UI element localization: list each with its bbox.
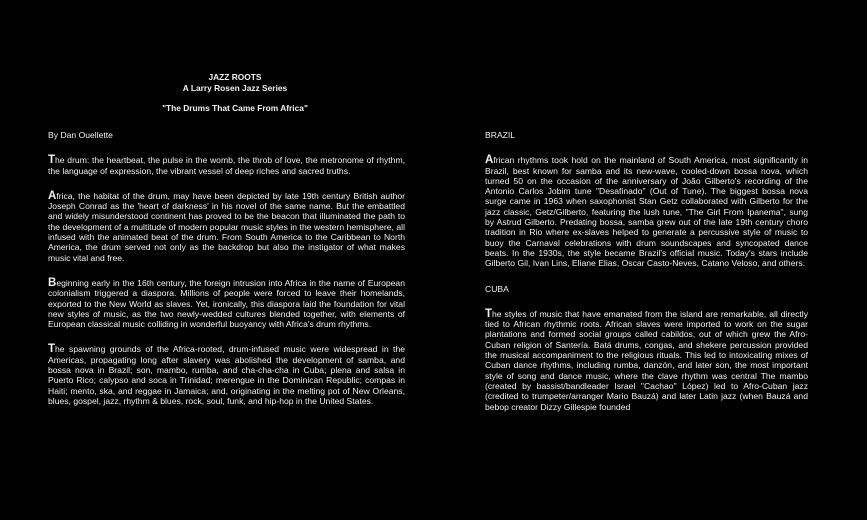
- dropcap: B: [48, 276, 57, 289]
- section-heading-cuba: CUBA: [485, 283, 509, 294]
- series-subtitle: A Larry Rosen Jazz Series: [182, 83, 288, 93]
- dropcap: T: [48, 154, 56, 167]
- header-spacer: [45, 94, 425, 103]
- paragraph-text: frica, the habitat of the drum, may have been depicted by late 19th century British author Joseph Conrad as the 'heart of darkness' in his novel of the same name. But the embattled and widely misunderstood continent has proved to be the beacon that illuminated the path to the development of a multitude of modern popular music styles in the western hemisphere, all infused with the animated beat of the drum. From South America to the Caribbean to North America, the drum served not only as the backdrop but also the instigator of what makes music vital and free.: [48, 190, 405, 263]
- paragraph-text: he drum: the heartbeat, the pulse in the womb, the throb of love, the metronome of rhythm, the language of expression, the vibrant vessel of deep riches and sacred truths.: [48, 155, 405, 176]
- paragraph-3: [48, 278, 405, 329]
- paragraph-cuba: [485, 309, 808, 412]
- paragraph-text: he styles of music that have emanated from the island are remarkable, all directly tied to African rhythmic roots. African slaves were imported to work on the sugar plantations and formed social groups called cabildos, out of which grew the Afro-Cuban religion of Santería. Batá drums, congas, and shekere percussion provided the musical accompaniment to the religious rituals. This led to intoxicating mixes of Cuban dance rhythms, including rumba, danzón, and later son, the most important style of song and dance music, where the clave rhythm was central The mambo (created by bassist/bandleader Israel "Cachao" López) led to Afro-Cuban jazz (credited to trumpeter/arranger Mario Bauzá) and later Latin jazz (when Bauzá and bebop creator Dizzy Gillespie founded: [485, 308, 808, 412]
- dropcap: A: [48, 189, 57, 202]
- paragraph-brazil: [485, 155, 808, 268]
- dropcap: T: [485, 307, 493, 320]
- right-column: [485, 130, 808, 427]
- article-title: "The Drums That Came From Africa": [162, 103, 308, 113]
- left-column: [48, 130, 405, 421]
- paragraph-2: [48, 191, 405, 263]
- paragraph-text: eginning early in the 16th century, the foreign intrusion into Africa in the name of European colonialism triggered a diaspora. Millions of people were forced to leave their homelands, exported to the New World as slaves. Yet, ironically, this diaspora laid the foundation for vital new styles of music, as the two newly-wedded cultures blended together, with elements of European classical music colliding in wonderful buoyancy with Africa's drum rhythms.: [48, 277, 405, 330]
- section-heading-brazil: BRAZIL: [485, 130, 516, 140]
- dropcap: T: [48, 343, 56, 356]
- dropcap: A: [485, 154, 494, 167]
- page-header: [45, 72, 425, 114]
- paragraph-text: frican rhythms took hold on the mainland of South America, most significantly in Brazil, best known for samba and its new-wave, cooled-down bossa nova, which turned 50 on the occasion of the anniversary of João Gilberto's recording of the Antonio Carlos Jobim tune "Desafinado" (Out of Tune). The biggest bossa nova surge came in 1963 when saxophonist Stan Getz collaborated with Gilberto for the jazz classic, Getz/Gilberto, featuring the lush tune, "The Girl From Ipanema", sung by Astrud Gilberto. Predating bossa, samba grew out of the late 19th century choro tradition in Rio where ex-slaves helped to generate a percussive style of music to buoy the Carnaval celebrations with drum soundscapes and syncopated dance beats. In the 1930s, the style became Brazil's official music. Today's stars include Gilberto Gil, Ivan Lins, Eliane Elias, Oscar Casto-Neves, Catano Veloso, and others.: [485, 155, 808, 269]
- paragraph-4: [48, 344, 405, 406]
- series-title: JAZZ ROOTS: [208, 72, 262, 82]
- paragraph-1: [48, 155, 405, 176]
- paragraph-text: he spawning grounds of the Africa-rooted, drum-infused music were widespread in the Americas, propagating long after slavery was abolished the development of samba, and bossa nova in Brazil; son, mambo, rumba, and cha-cha-cha in Cuba; plena and salsa in Puerto Rico; calypso and soca in Trinidad; merengue in the Dominican Republic; compas in Haiti; mento, ska, and reggae in Jamaica; and, originating in the melting pot of New Orleans, blues, gospel, jazz, rhythm & blues, rock, soul, funk, and hip-hop in the United States.: [48, 344, 405, 406]
- byline: By Dan Ouellette: [48, 130, 113, 140]
